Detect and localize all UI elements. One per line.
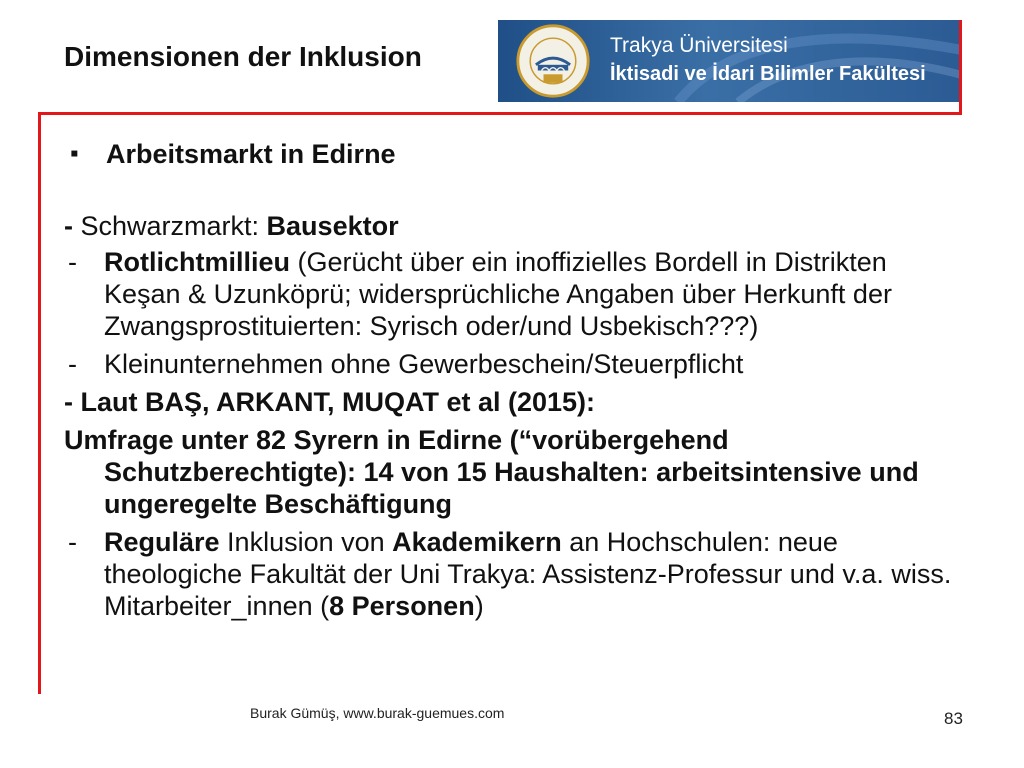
text-run: Kleinunternehmen ohne Gewerbeschein/Steuerpflicht xyxy=(104,349,744,379)
bold-text-run: Bausektor xyxy=(266,211,399,241)
dash-bullet: - xyxy=(68,527,77,557)
dash-bullet: - xyxy=(68,247,77,277)
text-run: (Gerücht über ein inoffizielles Bordell in Distrikten Keşan & Uzunköprü; widersprüchliche Angaben über Herkunft der Zwangsprostituierten: Syrisch oder/und Usbekisch???) xyxy=(104,247,892,341)
list-item-text xyxy=(64,210,964,242)
bold-text-run: Rotlichtmillieu xyxy=(104,247,291,277)
text-run: Inklusion von xyxy=(219,527,393,557)
page-number: 83 xyxy=(944,709,963,728)
list-item-text xyxy=(64,424,964,520)
frame-left-rule xyxy=(38,114,41,694)
frame-top-rule xyxy=(38,112,962,115)
text-run: an Hochschulen: neue theologiche Fakultät der Uni Trakya: Assistenz-Professur und v.a. wiss. Mitarbeiter_innen ( xyxy=(104,527,952,621)
list-item xyxy=(64,210,964,242)
bullet-list xyxy=(64,210,964,622)
list-item xyxy=(64,526,964,622)
university-logo xyxy=(498,20,962,102)
list-item xyxy=(64,424,964,520)
list-item xyxy=(64,386,964,418)
list-item-text xyxy=(64,526,964,622)
slide-title: Dimensionen der Inklusion xyxy=(64,41,422,72)
text-run: ) xyxy=(474,591,484,621)
square-bullet-icon: ▪ xyxy=(70,140,79,167)
footer-credit: Burak Gümüş, www.burak-guemues.com xyxy=(250,705,505,721)
bold-text-run: Akademikern xyxy=(392,527,562,557)
text-run: Schwarzmarkt: xyxy=(73,211,267,241)
list-item xyxy=(64,246,964,342)
heading-bullet-text: Arbeitsmarkt in Edirne xyxy=(106,139,396,169)
bold-text-run: 8 Personen xyxy=(329,591,475,621)
frame-right-rule xyxy=(959,20,962,114)
dash-bullet: - xyxy=(68,349,77,379)
list-item-text xyxy=(64,246,964,342)
list-item-text xyxy=(64,348,964,380)
bold-text-run: Reguläre xyxy=(104,527,220,557)
list-item xyxy=(64,348,964,380)
logo-faculty-name: İktisadi ve İdari Bilimler Fakültesi xyxy=(610,63,926,85)
bold-text-run: - Laut BAŞ, ARKANT, MUQAT et al (2015): xyxy=(64,387,596,417)
list-item-text xyxy=(64,386,964,418)
logo-university-name: Trakya Üniversitesi xyxy=(610,34,788,57)
university-seal-icon xyxy=(514,23,592,99)
dash-bullet: - xyxy=(64,211,73,241)
bold-text-run: Umfrage unter 82 Syrern in Edirne (“vorübergehend Schutzberechtigte): 14 von 15 Haushalten: arbeitsintensive und ungeregelte Beschäftigung xyxy=(64,425,919,519)
heading-bullet xyxy=(64,138,964,170)
slide-content xyxy=(64,138,964,628)
